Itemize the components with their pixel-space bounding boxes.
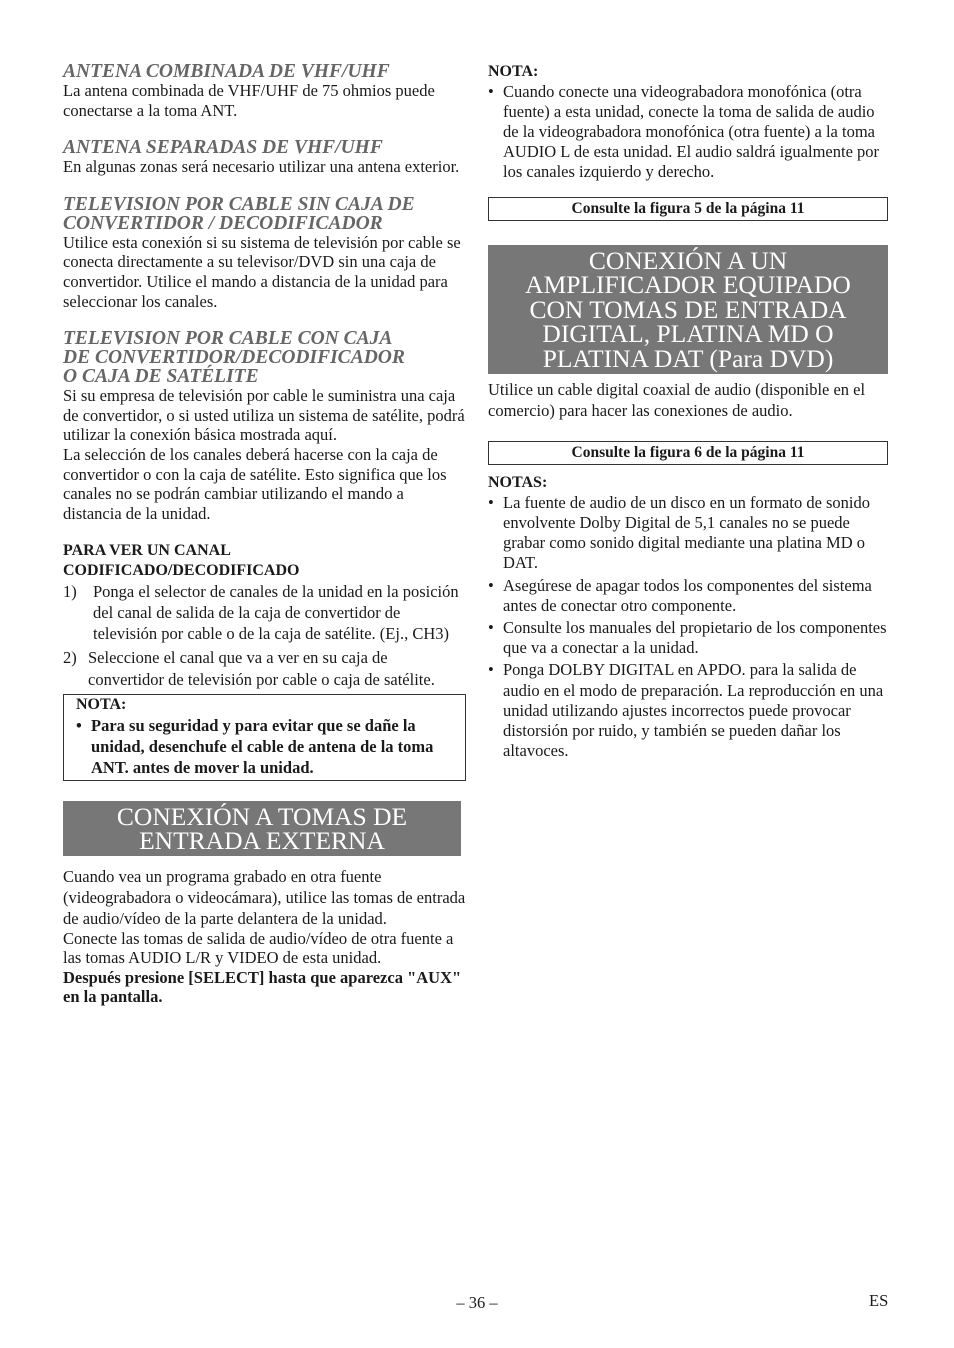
heading-line: TELEVISION POR CABLE SIN CAJA DE [63, 193, 415, 215]
heading-antena-combinada: ANTENA COMBINADA DE VHF/UHF [63, 61, 390, 82]
paragraph: Conecte las tomas de salida de audio/vídeo de otra fuente a las tomas AUDIO L/R y VIDEO de esta unidad. [63, 928, 454, 968]
list-item [63, 581, 466, 645]
list-item [63, 647, 466, 690]
section-banner-tomas-externas [63, 801, 461, 856]
note-box [63, 694, 466, 781]
heading-line: CONVERTIDOR / DECODIFICADOR [63, 212, 383, 234]
heading-cable-con-caja [63, 329, 466, 386]
paragraph: Utilice un cable digital coaxial de audio (disponible en el comercio) para hacer las conexiones de audio. [488, 380, 866, 420]
banner-line: CONEXIÓN A UN [588, 245, 788, 275]
subheading-line: CODIFICADO/DECODIFICADO [63, 561, 300, 579]
note-label: NOTA: [76, 695, 127, 713]
heading-antena-separadas: ANTENA SEPARADAS DE VHF/UHF [63, 137, 383, 159]
heading-cable-sin-caja [63, 195, 466, 233]
figure-reference: Consulte la figura 6 de la página 11 [488, 441, 888, 465]
left-column [63, 62, 466, 1007]
note-label: NOTA: [488, 63, 539, 80]
paragraph: La antena combinada de VHF/UHF de 75 ohmios puede conectarse a la toma ANT. [63, 81, 435, 120]
banner-line: DIGITAL, PLATINA MD O [542, 319, 834, 349]
paragraph: En algunas zonas será necesario utilizar una antena exterior. [63, 157, 460, 177]
note-item: • Para su seguridad y para evitar que se dañe la unidad, desenchufe el cable de antena de la toma ANT. antes de mover la unidad. [76, 715, 455, 778]
note-item: • Cuando conecte una videograbadora monofónica (otra fuente) a esta unidad, conecte la toma de salida de audio de la videograbadora monofónica (otra fuente) a la toma AUDIO L de esta unidad. El audio saldrá igualmente por los canales izquierdo y derecho. [488, 82, 888, 183]
heading-line: DE CONVERTIDOR/DECODIFICADOR [63, 347, 405, 369]
paragraph: Cuando vea un programa grabado en otra fuente (videograbadora o videocámara), utilice las tomas de entrada de audio/vídeo de la parte delantera de la unidad. [63, 866, 466, 928]
section-banner-amplificador [488, 245, 888, 375]
paragraph: Si su empresa de televisión por cable le suministra una caja de convertidor, o si usted utiliza un sistema de satélite, podrá utilizar la conexión básica mostrada aquí. [63, 386, 465, 445]
heading-line: TELEVISION POR CABLE CON CAJA [63, 328, 393, 350]
right-column [488, 62, 888, 761]
banner-line: CON TOMAS DE ENTRADA [529, 294, 847, 324]
step-text: Seleccione el canal que va a ver en su caja de convertidor de televisión por cable o caja de satélite. [88, 648, 435, 689]
banner-line: PLATINA DAT (Para DVD) [542, 343, 834, 373]
subheading-line: PARA VER UN CANAL [63, 542, 231, 560]
list-item: • La fuente de audio de un disco en un formato de sonido envolvente Dolby Digital de 5,1 canales no se puede grabar como sonido digital mediante una platina MD o DAT. [488, 493, 888, 574]
banner-line: ENTRADA EXTERNA [139, 826, 385, 856]
page-number: – 36 – [456, 1293, 498, 1312]
notes-label: NOTAS: [488, 474, 548, 492]
paragraph: Utilice esta conexión si su sistema de televisión por cable se conecta directamente a su televisor/DVD sin una caja de convertidor. Utilice el mando a distancia de la unidad para seleccionar los canales. [63, 232, 461, 311]
figure-reference: Consulte la figura 5 de la página 11 [488, 197, 888, 221]
step-text: Ponga el selector de canales de la unidad en la posición del canal de salida de la caja de convertidor de televisión por cable o de la caja de satélite. (Ej., CH3) [93, 581, 459, 644]
list-item: • Ponga DOLBY DIGITAL en APDO. para la salida de audio en el modo de preparación. La reproducción en una unidad utilizando ajustes incorrectos puede provocar distorsión por ruido, y también se pueden dañar los altavoces. [488, 660, 888, 761]
language-code: ES [869, 1291, 889, 1310]
paragraph: La selección de los canales deberá hacerse con la caja de convertidor o con la caja de satélite. Esto significa que los canales no se podrán cambiar utilizando el mando a distancia de la unidad. [63, 444, 447, 523]
list-item: • Consulte los manuales del propietario de los componentes que va a conectar a la unidad. [488, 618, 888, 658]
step-number: 2) [63, 648, 77, 668]
list-item: • Asegúrese de apagar todos los componentes del sistema antes de conectar otro componente. [488, 576, 888, 616]
banner-line: CONEXIÓN A TOMAS DE [116, 801, 408, 831]
subheading-canal-codificado [63, 541, 466, 580]
paragraph-bold: Después presione [SELECT] hasta que aparezca "AUX" en la pantalla. [63, 967, 462, 1007]
step-number: 1) [63, 581, 77, 601]
banner-line: AMPLIFICADOR EQUIPADO [525, 270, 851, 300]
heading-line: O CAJA DE SATÉLITE [63, 366, 259, 388]
